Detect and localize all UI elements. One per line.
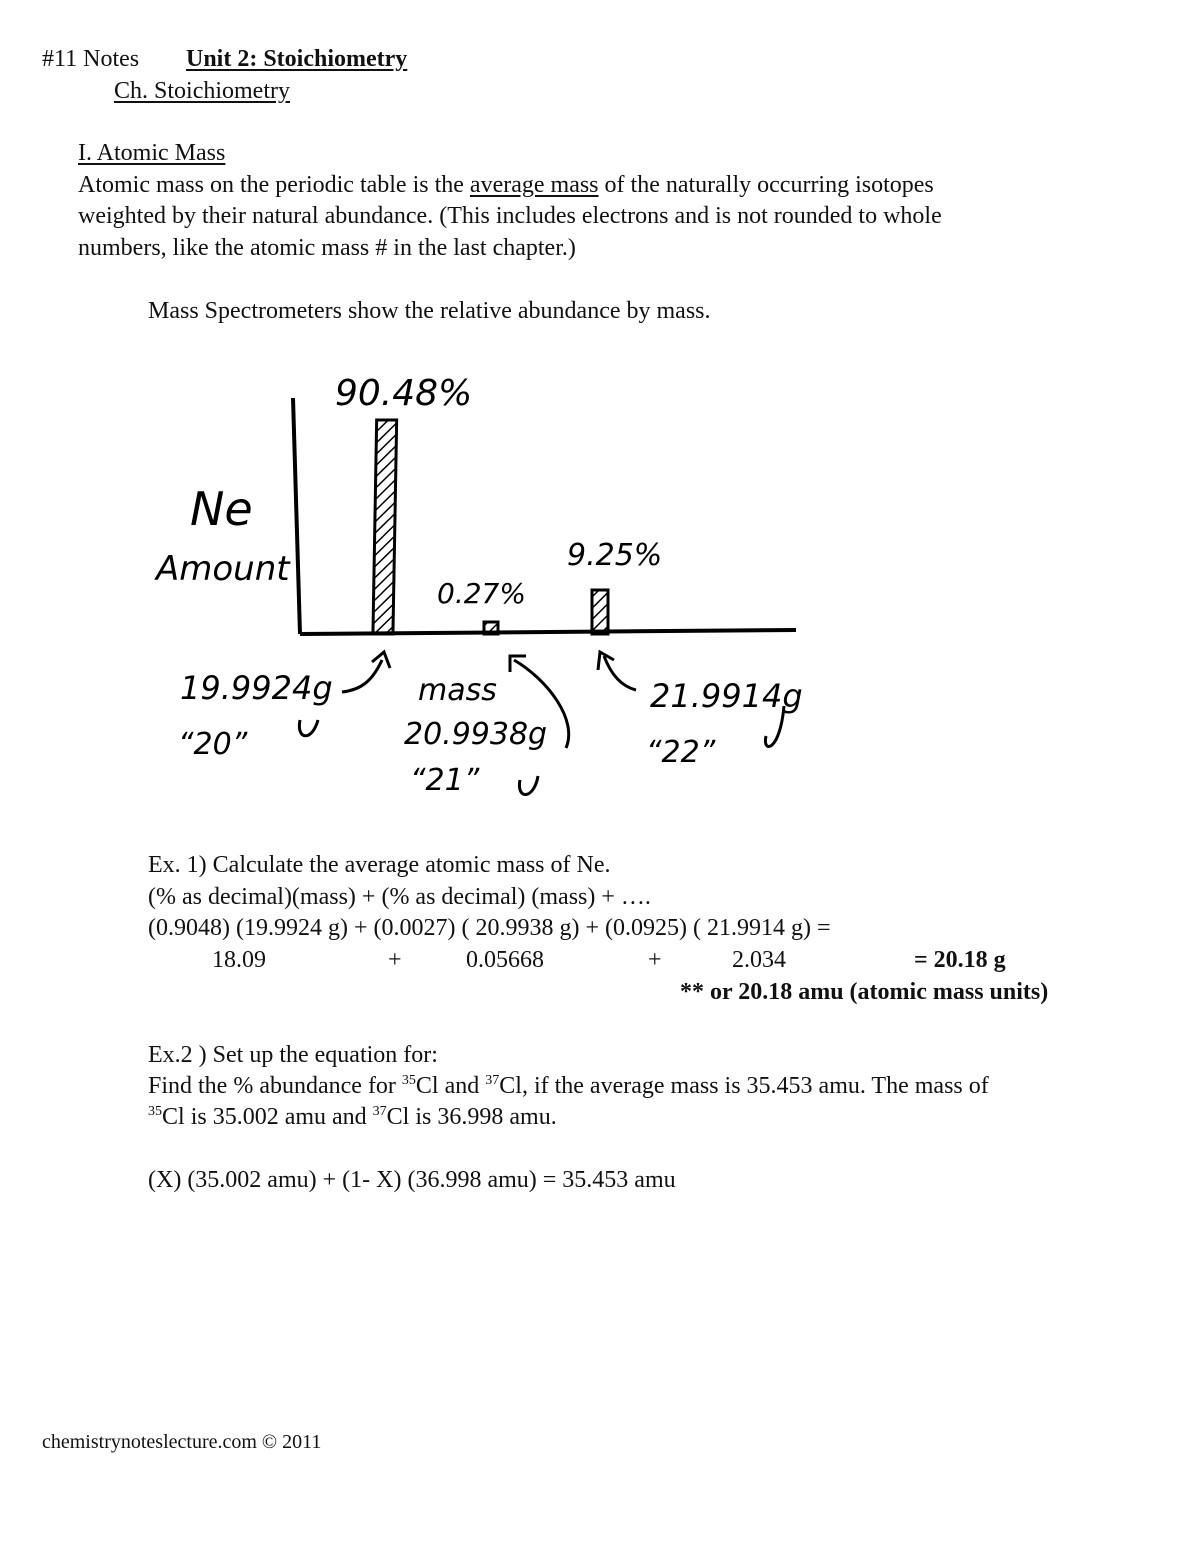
chlorine-symbol: Cl [162,1104,185,1130]
definition-text-a: Atomic mass on the periodic table is the [78,172,470,198]
mass-label-22: 21.9914g [650,677,803,715]
chlorine-symbol: Cl [499,1073,522,1099]
example1-prompt: Ex. 1) Calculate the average atomic mass of Ne. [148,852,611,878]
y-axis-label: Amount [156,549,290,589]
chapter-title: Ch. Stoichiometry [114,78,290,104]
example1-result-note: ** or 20.18 amu (atomic mass units) [680,979,1049,1005]
example1-result: = 20.18 g [914,947,1006,973]
isotope-37-mass: 37 [485,1073,500,1088]
peak-label-21: 0.27% [437,577,526,610]
unit-mark-21 [519,776,538,795]
definition-underlined: average mass [469,172,599,198]
peak-label-22: 9.25% [567,538,663,573]
nominal-label-22: “22” [646,735,716,770]
peak-bar-22 [592,590,608,634]
mass-label-21: 20.9938g [404,717,548,752]
mass-37-text: is 36.998 amu. [409,1104,557,1130]
notes-number: #11 Notes [42,46,140,72]
arrow-20 [342,660,382,692]
isotope-35-mass: 35 [401,1073,416,1088]
definition-text-b: of the naturally occurring isotopes [598,172,934,198]
example1-term-3: 2.034 [732,947,786,973]
definition-line-3: numbers, like the atomic mass # in the last chapter.) [78,235,576,261]
y-axis [293,398,300,634]
and-text: and [438,1073,486,1099]
chlorine-symbol: Cl [386,1104,410,1130]
example2-question-line-1 [148,1073,989,1101]
x-axis-label: mass [418,673,497,708]
chlorine-symbol: Cl [415,1073,439,1099]
example1-plus-1: + [388,947,402,973]
example2-equation: (X) (35.002 amu) + (1- X) (36.998 amu) = 35.453 amu [148,1167,676,1193]
example1-formula: (% as decimal)(mass) + (% as decimal) (mass) + …. [148,884,651,910]
find-text: Find the % abundance for [148,1073,402,1099]
example2-question-line-2 [148,1104,557,1132]
peak-label-20: 90.48% [335,373,473,414]
mass-35-text: is 35.002 amu and [184,1104,373,1130]
section-heading: I. Atomic Mass [78,140,226,166]
nominal-label-20: “20” [178,727,248,762]
example2-prompt: Ex.2 ) Set up the equation for: [148,1042,438,1068]
unit-title: Unit 2: Stoichiometry [186,46,408,72]
footer-credit: chemistrynoteslecture.com © 2011 [42,1431,322,1453]
example1-plus-2: + [648,947,662,973]
example1-substitution: (0.9048) (19.9924 g) + (0.0027) ( 20.9938 g) + (0.0925) ( 21.9914 g) = [148,915,831,941]
spectrometer-note: Mass Spectrometers show the relative abundance by mass. [148,298,711,324]
example1-term-1: 18.09 [212,947,266,973]
isotope-37-mass: 37 [372,1104,387,1119]
example1-term-2: 0.05668 [466,947,544,973]
definition-line-2: weighted by their natural abundance. (This includes electrons and is not rounded to whole [78,203,942,229]
peak-bar-20 [373,420,397,634]
element-label: Ne [190,482,253,536]
isotope-35-mass: 35 [148,1104,162,1119]
average-mass-text: , if the average mass is 35.453 amu. The mass of [521,1073,989,1099]
nominal-label-21: “21” [410,763,480,798]
arrow-22 [604,656,636,690]
mass-label-20: 19.9924g [180,669,333,707]
unit-mark-20 [299,720,318,736]
peak-bar-21 [484,622,498,634]
